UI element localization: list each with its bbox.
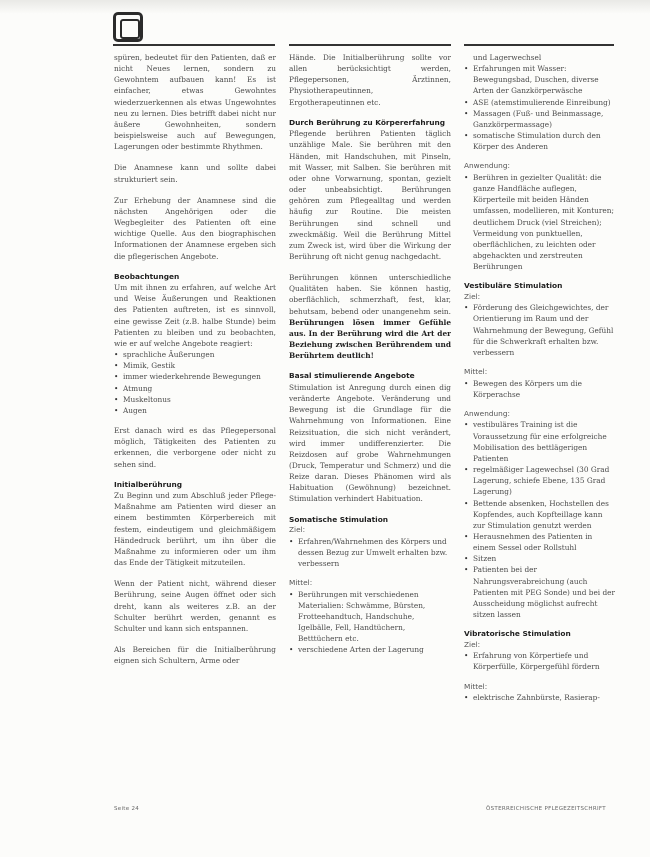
paragraph xyxy=(289,272,451,361)
section-heading: Vibratorische Stimulation xyxy=(464,629,571,639)
section-heading: Beobachtungen xyxy=(114,271,180,281)
text-column-3 xyxy=(464,52,616,804)
subheading: Anwendung: xyxy=(464,161,510,171)
paragraph: Pflegende berühren Patienten täglich unzählige Male. Sie berühren mit den Händen, mit Handschuhen, mit Pinseln, mit Wasser, mit Salben. Sie berühren mit oder ohne Vorwarnung, spontan, gezielt oder unbeabsichtigt. Berührungen gehören zum Pflegealltag und werden häufig zur Routine. Die meisten Berührungen sind schnell und zweckmäßig. Weil die Berührung Mittel zum Zweck ist, wird über die Wirkung der Berührung oft nicht genug nachgedacht. xyxy=(289,129,451,261)
bullet-list xyxy=(464,378,616,400)
subheading: Anwendung: xyxy=(464,408,510,418)
emphasis-text: Berührungen lösen immer Gefühle aus. In der Berührung wird die Art der Beziehung zwischen Berührendem und Berührtem deutlich! xyxy=(289,317,451,361)
paragraph: Erst danach wird es das Pflegepersonal möglich, Tätigkeiten des Patienten zu erkennen, die verborgene oder nicht zu sehen sind. xyxy=(114,426,276,469)
bullet-list xyxy=(114,349,276,416)
subheading: Mittel: xyxy=(289,578,313,588)
section-heading: Vestibuläre Stimulation xyxy=(464,281,563,291)
scan-edge xyxy=(0,0,650,14)
list-item: • vestibuläres Training ist die Voraussetzung für eine erfolgreiche Mobilisation des bettlägerigen Patienten xyxy=(473,419,616,464)
list-item: • sprachliche Äußerungen xyxy=(123,349,276,360)
column-rule xyxy=(113,44,275,46)
text-column-2 xyxy=(289,52,451,804)
section-heading: Durch Berührung zu Körpererfahrung xyxy=(289,117,446,127)
section-heading: Basal stimulierende Angebote xyxy=(289,371,415,381)
list-item: • ASE (atemstimulierende Einreibung) xyxy=(473,97,616,108)
list-item: • immer wiederkehrende Bewegungen xyxy=(123,371,276,382)
list-item: • Berührungen mit verschiedenen Materialien: Schwämme, Bürsten, Frotteehandtuch, Handschuhe, Igelbälle, Fell, Handtüchern, Betttüchern etc. xyxy=(298,589,451,645)
list-item: • Augen xyxy=(123,405,276,416)
list-item: • Massagen (Fuß- und Beinmassage, Ganzkörpermassage) xyxy=(473,108,616,130)
logo-inner-mark xyxy=(120,19,140,39)
page-number: Seite 24 xyxy=(114,806,140,812)
bullet-list xyxy=(464,419,616,620)
bullet-list xyxy=(289,536,451,569)
bullet-list xyxy=(464,302,616,358)
list-item: • Muskeltonus xyxy=(123,394,276,405)
subheading: Ziel: xyxy=(289,525,306,535)
list-item: • Förderung des Gleichgewichtes, der Orientierung im Raum und der Wahrnehmung der Bewegung, Gefühl für die Schwerkraft erhalten bzw. verbessern xyxy=(473,302,616,358)
paragraph: Die Anamnese kann und sollte dabei strukturiert sein. xyxy=(114,163,276,184)
list-item: • Erfahrung von Körpertiefe und Körperfülle, Körpergefühl fördern xyxy=(473,650,616,672)
list-item: • Erfahrungen mit Wasser: Bewegungsbad, Duschen, diverse Arten der Ganzkörperwäsche xyxy=(473,63,616,96)
list-item: • Atmung xyxy=(123,383,276,394)
paragraph: spüren, bedeutet für den Patienten, daß er nicht Neues lernen, sondern zu Gewohntem aufbauen kann! Es ist einfacher, etwas Gewohntes wiederzuerkennen als etwas Ungewohntes neu zu lernen. Dies betrifft dabei nicht nur äußere Gewohnheiten, sondern beispielsweise auch auf Bewegungen, Lagerungen oder bestimmte Rhythmen. xyxy=(114,53,276,152)
paragraph: Zu Beginn und zum Abschluß jeder Pflege-Maßnahme am Patienten wird dieser an einem bestimmten Körperbereich mit festem, eindeutigem und gleichmäßigem Händedruck berührt, um ihn über die Maßnahme zu informieren oder um ihm das Ende der Tätigkeit mitzuteilen. xyxy=(114,491,276,568)
list-item: • Herausnehmen des Patienten in einem Sessel oder Rollstuhl xyxy=(473,531,616,553)
bullet-list xyxy=(464,52,616,152)
paragraph: Stimulation ist Anregung durch einen dig veränderte Angebote. Veränderung und Bewegung ist die Grundlage für die Wahrnehmung von Informationen. Eine Reizsituation, die sich nicht verändert, wird immer undifferenzierter. Die Reizdosen auf grobe Wahrnehmungen (Druck, Temperatur und Schmerz) und die Reize daran. Dieses Phänomen wird als Habituation (Gewöhnung) bezeichnet. Stimulation verhindert Habituation. xyxy=(289,382,451,504)
list-item: • Mimik, Gestik xyxy=(123,360,276,371)
paragraph-text: Berührungen können unterschiedliche Qualitäten haben. Sie können hastig, oberflächlich, schmerzhaft, fest, klar, behutsam, bebend oder unangenehm sein. xyxy=(289,273,451,316)
list-item: • Bettende absenken, Hochstellen des Kopfendes, auch Kopfteillage kann zur Stimulation genutzt werden xyxy=(473,498,616,531)
list-item: • somatische Stimulation durch den Körper des Anderen xyxy=(473,130,616,152)
list-item: • Bewegen des Körpers um die Körperachse xyxy=(473,378,616,400)
paragraph: Hände. Die Initialberührung sollte vor allen berücksichtigt werden, Pflegepersonen, Ärztinnen, Physiotherapeutinnen, Ergotherapeutinnen etc. xyxy=(289,53,451,107)
list-item: • regelmäßiger Lagewechsel (30 Grad Lagerung, schiefe Ebene, 135 Grad Lagerung) xyxy=(473,464,616,497)
column-rule xyxy=(289,44,451,46)
paragraph: Zur Erhebung der Anamnese sind die nächsten Angehörigen oder die Wegbegleiter des Patienten oft eine wichtige Quelle. Aus den biographischen Informationen der Anamnese ergeben sich die pflegerischen Angebote. xyxy=(114,195,276,261)
list-item: • elektrische Zahnbürste, Rasierap- xyxy=(473,692,616,703)
list-item: und Lagerwechsel xyxy=(473,53,542,62)
subheading: Mittel: xyxy=(464,367,488,377)
bullet-list xyxy=(464,650,616,672)
journal-name: ÖSTERREICHISCHE PFLEGEZEITSCHRIFT xyxy=(486,806,606,812)
section-heading: Somatische Stimulation xyxy=(289,514,389,524)
column-rule xyxy=(464,44,614,46)
list-item: • verschiedene Arten der Lagerung xyxy=(298,644,451,655)
bullet-list xyxy=(464,172,616,272)
list-item: • Berühren in gezielter Qualität: die ganze Handfläche auflegen, Körperteile mit beiden Händen umfassen, modellieren, mit Konturen; deutlichem Druck (viel Streichen); Vermeidung von punktuellen, oberflächlichen, zu leichten oder abgehackten und zerstreuten Berührungen xyxy=(473,172,616,272)
paragraph: Um mit ihnen zu erfahren, auf welche Art und Weise Äußerungen und Reaktionen des Patienten auftreten, ist es sinnvoll, eine gewisse Zeit (z.B. halbe Stunde) beim Patienten zu bleiben und zu beobachten, wie er auf welche Angebote reagiert: xyxy=(114,283,276,348)
section-heading: Initialberührung xyxy=(114,479,183,489)
bullet-list xyxy=(464,692,616,703)
text-column-1 xyxy=(114,52,276,804)
logo-cross-icon xyxy=(113,12,143,42)
list-item: • Patienten bei der Nahrungsverabreichung (auch Patienten mit PEG Sonde) und bei der Ausscheidung möglichst aufrecht sitzen lassen xyxy=(473,564,616,620)
list-item: • Erfahren/Wahrnehmen des Körpers und dessen Bezug zur Umwelt erhalten bzw. verbessern xyxy=(298,536,451,569)
paragraph: Als Bereichen für die Initialberührung eignen sich Schultern, Arme oder xyxy=(114,645,276,666)
list-item: • Sitzen xyxy=(473,553,616,564)
subheading: Ziel: xyxy=(464,291,481,301)
subheading: Mittel: xyxy=(464,681,488,691)
bullet-list xyxy=(289,589,451,656)
paragraph: Wenn der Patient nicht, während dieser Berührung, seine Augen öffnet oder sich dreht, kann als weiteres z.B. an der Schulter berührt werden, genannt es Schulter und kann sich entspannen. xyxy=(114,579,276,633)
subheading: Ziel: xyxy=(464,639,481,649)
